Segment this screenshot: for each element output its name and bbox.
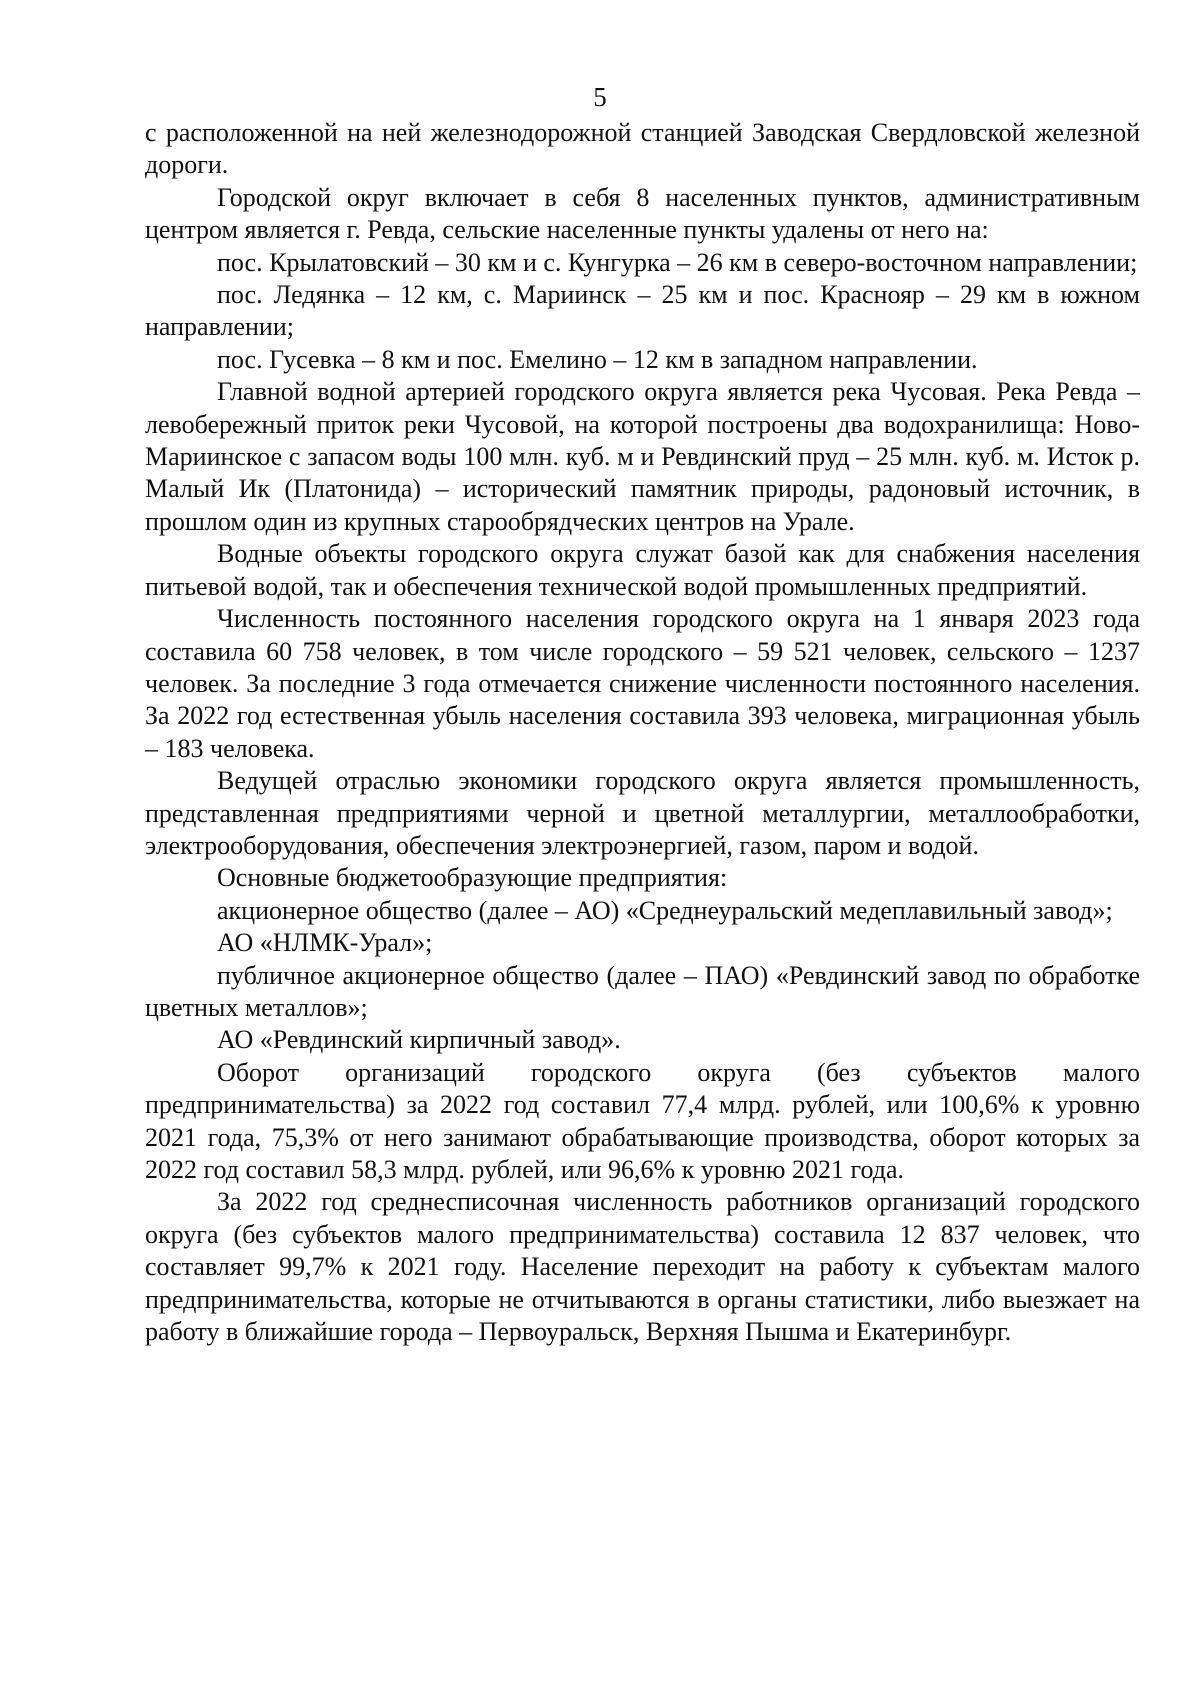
- paragraph: Городской округ включает в себя 8 населенных пунктов, административным центром является г. Ревда, сельские населенные пункты удалены от него на:: [145, 182, 1140, 245]
- paragraph: пос. Гусевка – 8 км и пос. Емелино – 12 км в западном направлении.: [217, 344, 978, 374]
- document-body: [145, 117, 1140, 1348]
- paragraph: Оборот организаций городского округа (без субъектов малого предпринимательства) за 2022 год составил 77,4 млрд. рублей, или 100,6% к уровню 2021 года, 75,3% от него занимают обрабатывающие производства, оборот которых за 2022 год составил 58,3 млрд. рублей, или 96,6% к уровню 2021 года.: [145, 1057, 1140, 1184]
- page-number: 5: [593, 82, 607, 112]
- paragraph: За 2022 год среднесписочная численность работников организаций городского округа (без субъектов малого предпринимательства) составила 12 837 человек, что составляет 99,7% к 2021 году. Население переходит на работу к субъектам малого предпринимательства, которые не отчитываются в органы статистики, либо выезжает на работу в ближайшие города – Первоуральск, Верхняя Пышма и Екатеринбург.: [145, 1187, 1140, 1347]
- paragraph: Водные объекты городского округа служат базой как для снабжения населения питьевой водой, так и обеспечения технической водой промышленных предприятий.: [145, 539, 1140, 601]
- paragraph: Основные бюджетообразующие предприятия:: [217, 863, 728, 893]
- paragraph: публичное акционерное общество (далее – ПАО) «Ревдинский завод по обработке цветных металлов»;: [145, 960, 1140, 1022]
- paragraph: с расположенной на ней железнодорожной станцией Заводская Свердловской железной дороги.: [145, 118, 1140, 180]
- paragraph: Численность постоянного населения городского округа на 1 января 2023 года составила 60 758 человек, в том числе городского – 59 521 человек, сельского – 1237 человек. За последние 3 года отмечается снижение численности постоянного населения. За 2022 год естественная убыль населения составила 393 человека, миграционная убыль – 183 человека.: [145, 604, 1140, 763]
- paragraph: АО «Ревдинский кирпичный завод».: [217, 1025, 621, 1055]
- paragraph: АО «НЛМК-Урал»;: [217, 928, 433, 958]
- paragraph: пос. Крылатовский – 30 км и с. Кунгурка – 26 км в северо-восточном направлении;: [217, 247, 1138, 277]
- paragraph: акционерное общество (далее – АО) «Среднеуральский медеплавильный завод»;: [217, 895, 1113, 925]
- paragraph: Ведущей отраслью экономики городского округа является промышленность, представленная предприятиями черной и цветной металлургии, металлообработки, электрооборудования, обеспечения электроэнергией, газом, паром и водой.: [145, 766, 1140, 860]
- paragraph: пос. Ледянка – 12 км, с. Мариинск – 25 км и пос. Краснояр – 29 км в южном направлении;: [145, 280, 1140, 342]
- paragraph: Главной водной артерией городского округа является река Чусовая. Река Ревда – левобережный приток реки Чусовой, на которой построены два водохранилища: Ново-Мариинское с запасом воды 100 млн. куб. м и Ревдинский пруд – 25 млн. куб. м. Исток р. Малый Ик (Платонида) – исторический памятник природы, радоновый источник, в прошлом один из крупных старообрядческих центров на Урале.: [145, 377, 1140, 536]
